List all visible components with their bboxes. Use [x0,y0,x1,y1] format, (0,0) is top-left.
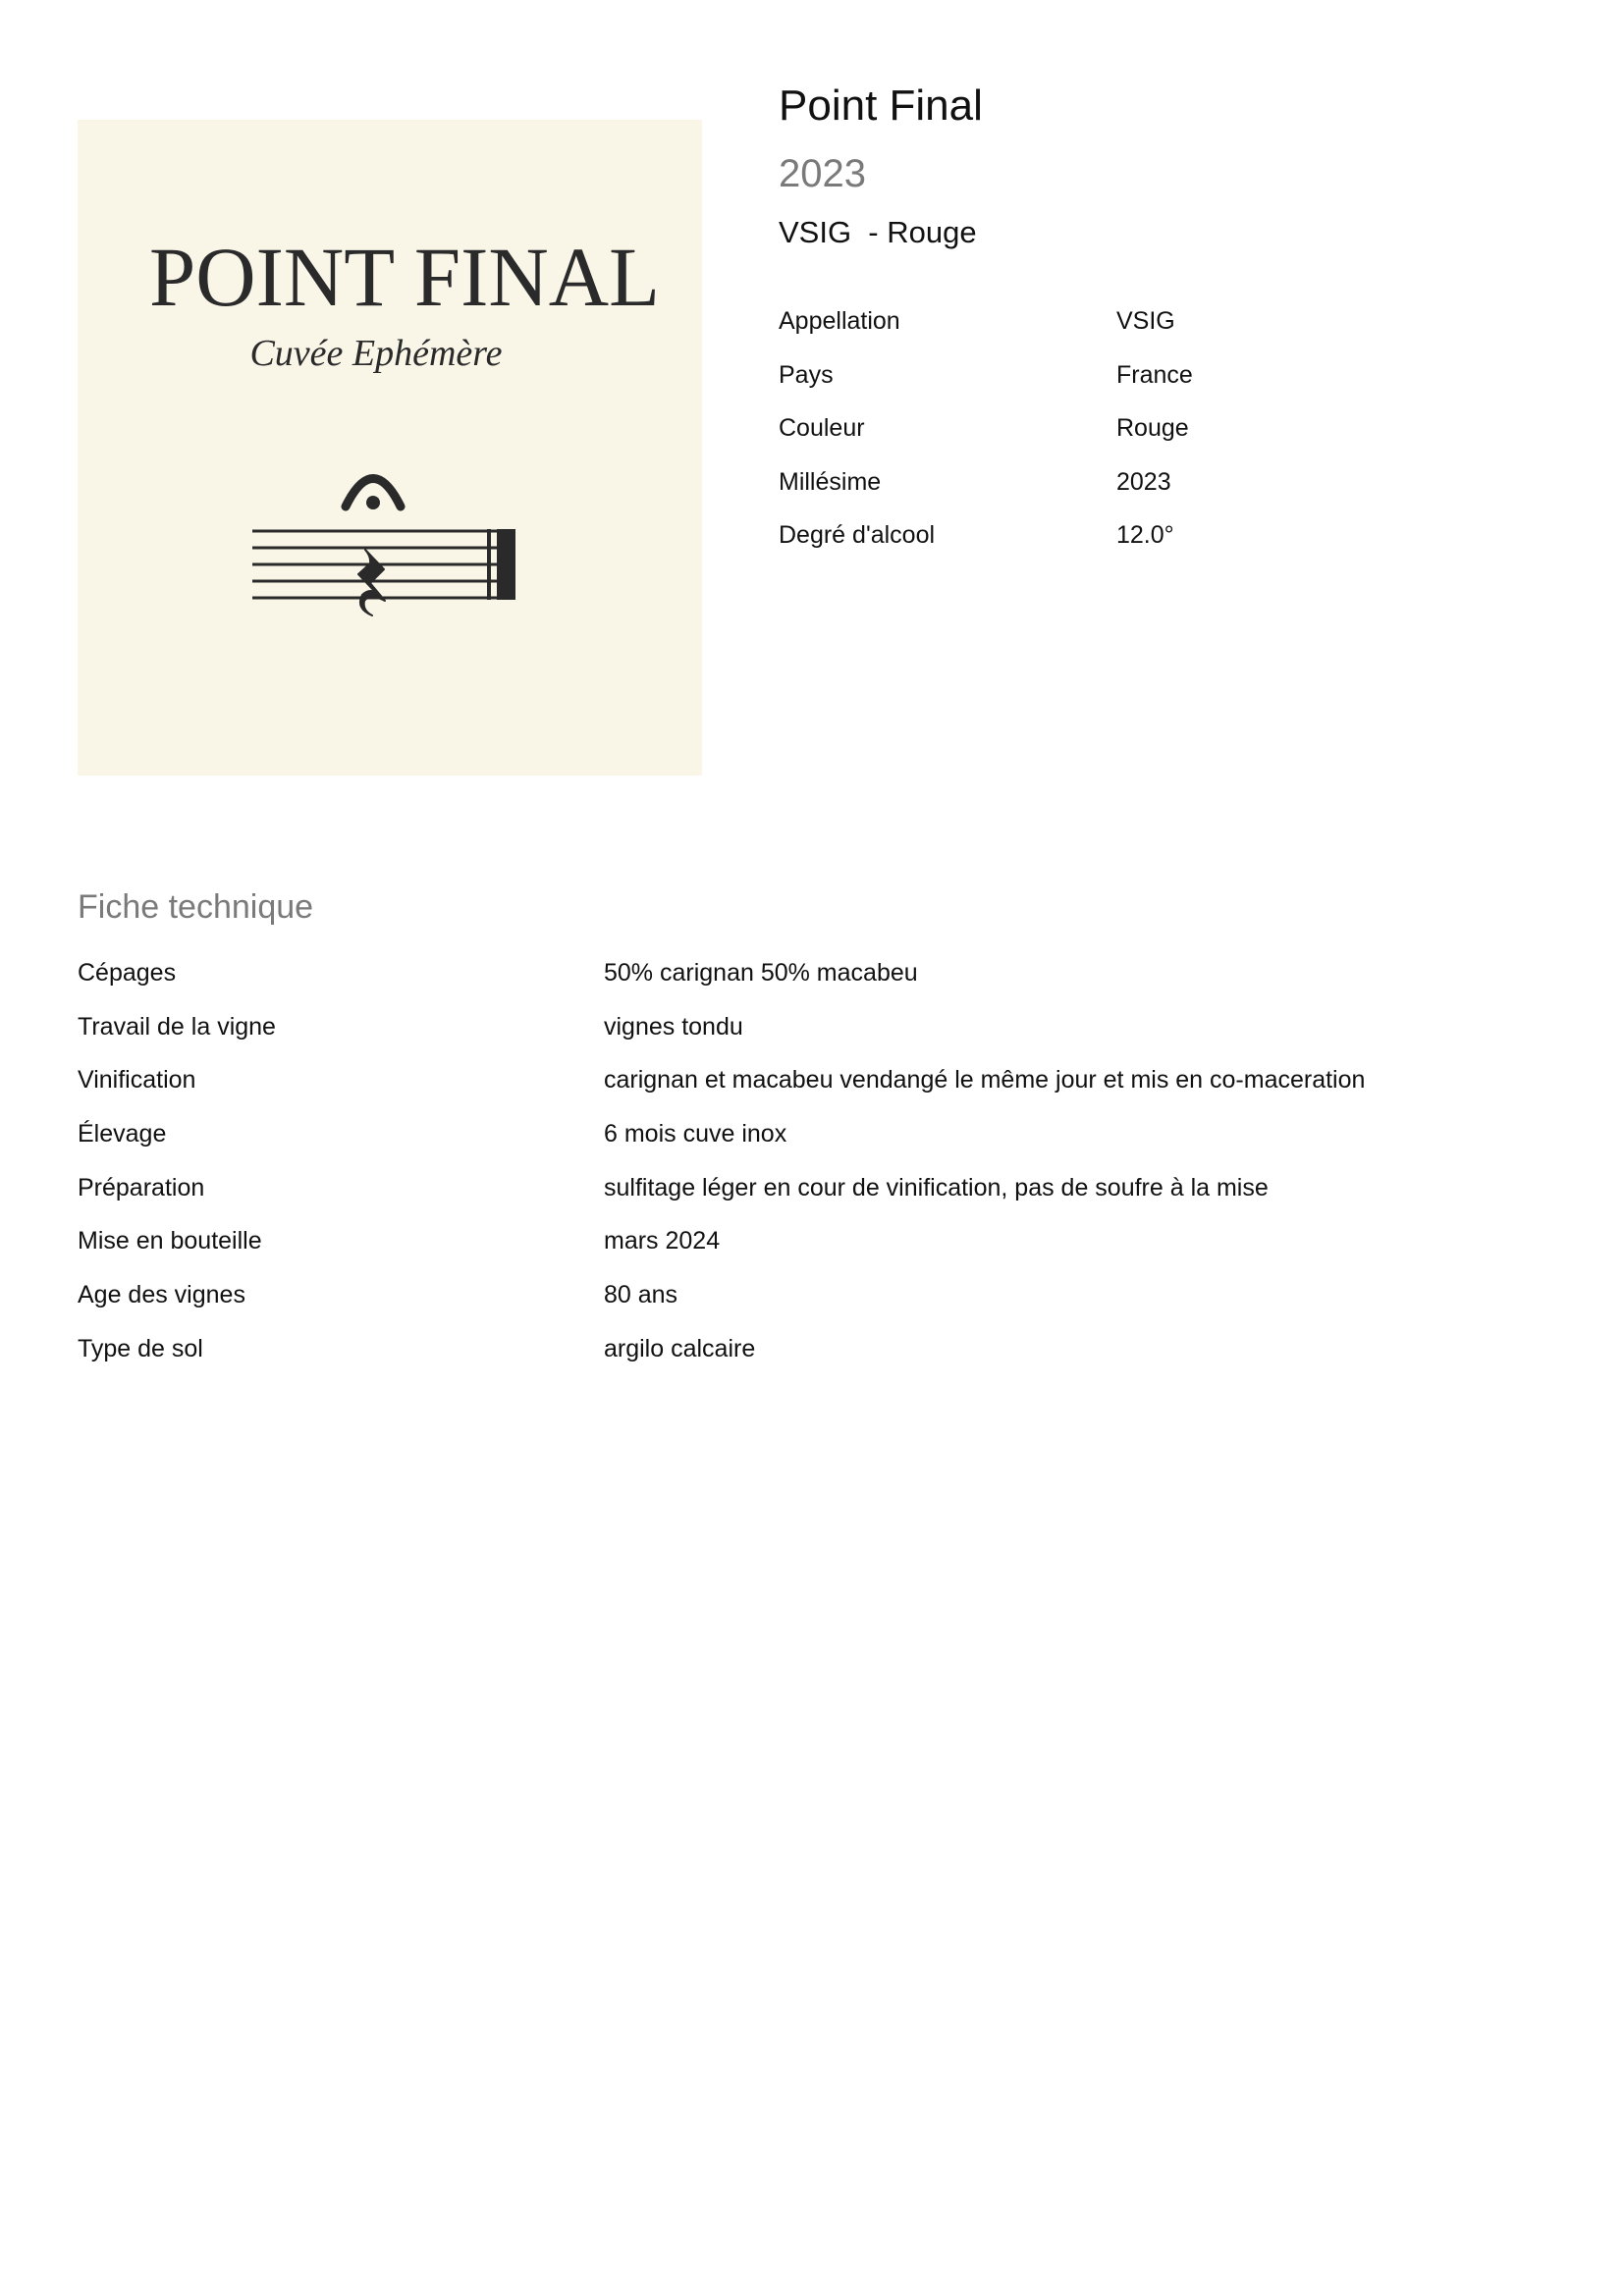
product-name: Point Final [779,81,983,130]
tech-row-travail-vigne [78,1013,1550,1067]
tech-key: Cépages [78,959,177,987]
tech-value: sulfitage léger en cour de vinification, pas de soufre à la mise [604,1173,1269,1201]
tech-key: Préparation [78,1173,205,1201]
spec-key: Degré d'alcool [779,521,936,549]
spec-key: Appellation [779,307,900,335]
tech-row-type-sol [78,1335,1550,1389]
tech-key: Travail de la vigne [78,1012,276,1041]
spec-value: VSIG [1116,307,1175,335]
product-type: VSIG - Rouge [779,215,977,249]
tech-value: argilo calcaire [604,1334,756,1362]
product-vintage: 2023 [779,152,866,195]
tech-key: Élevage [78,1120,167,1148]
spec-value: Rouge [1116,414,1189,442]
tech-row-mise-bouteille [78,1227,1550,1281]
tech-value: carignan et macabeu vendangé le même jour et mis en co-maceration [604,1066,1366,1095]
spec-row-appellation [779,307,1466,361]
label-brand-text: POINT FINAL [149,230,660,324]
spec-value: 2023 [1116,467,1171,496]
spec-row-couleur [779,414,1466,468]
tech-row-preparation [78,1174,1550,1228]
spec-key: Millésime [779,467,882,496]
tech-row-cepages [78,959,1550,1013]
spec-list [779,307,1466,575]
spec-key: Couleur [779,414,865,442]
tech-value: mars 2024 [604,1227,721,1255]
spec-row-millesime [779,468,1466,522]
music-staff-icon [252,529,515,600]
spec-row-pays [779,361,1466,415]
tech-sheet-heading: Fiche technique [78,888,314,926]
wine-label-artwork [78,120,702,775]
tech-value: 6 mois cuve inox [604,1120,787,1148]
tech-key: Type de sol [78,1334,203,1362]
tech-row-age-vignes [78,1281,1550,1335]
tech-value: 80 ans [604,1281,678,1309]
tech-value: vignes tondu [604,1012,743,1041]
tech-row-vinification [78,1066,1550,1120]
label-cuvee-text: Cuvée Ephémère [249,333,503,374]
spec-row-degre-alcool [779,521,1466,575]
tech-key: Age des vignes [78,1281,245,1309]
tech-sheet-list [78,959,1550,1389]
wine-label-image [78,120,702,775]
tech-value: 50% carignan 50% macabeu [604,959,918,987]
tech-row-elevage [78,1120,1550,1174]
spec-key: Pays [779,360,834,389]
fermata-icon [346,479,401,510]
spec-value: 12.0° [1116,521,1174,549]
tech-key: Mise en bouteille [78,1227,262,1255]
spec-value: France [1116,360,1193,389]
tech-key: Vinification [78,1066,196,1095]
